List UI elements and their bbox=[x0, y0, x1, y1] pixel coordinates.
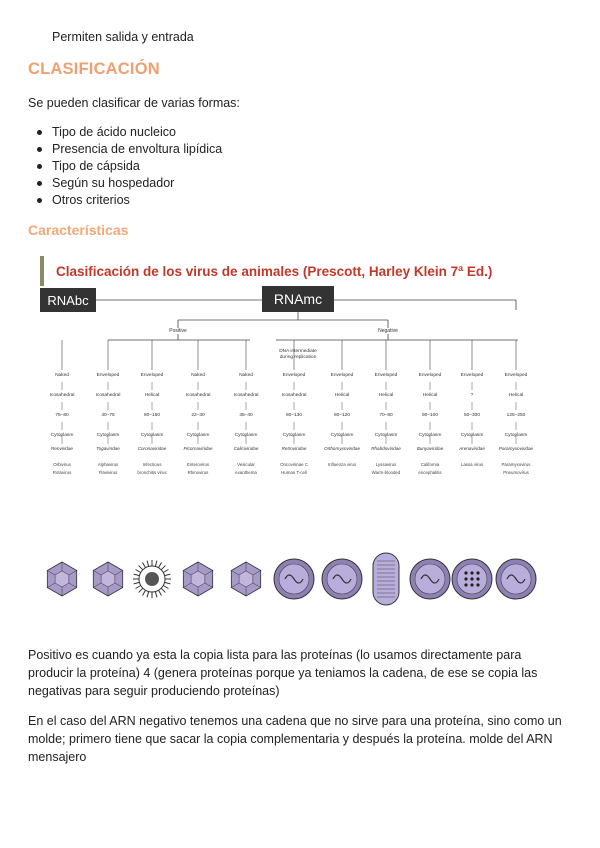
criteria-list bbox=[28, 124, 222, 209]
column-example: Rotavirus bbox=[52, 470, 72, 475]
column-envelope: Enveloped bbox=[282, 373, 306, 378]
list-item: Tipo de cápsida bbox=[28, 158, 222, 175]
column-example: Infectious bbox=[142, 462, 162, 467]
column-example: California bbox=[420, 462, 440, 467]
column-capsid: Icosahedral bbox=[95, 393, 121, 398]
column-site: Cytoplasm bbox=[330, 433, 354, 438]
column-envelope: Enveloped bbox=[504, 373, 528, 378]
list-item: Presencia de envoltura lipídica bbox=[28, 141, 222, 158]
enveloped-virion bbox=[274, 559, 314, 599]
column-example: Warm-blooded bbox=[371, 470, 401, 475]
column-example: Oncovirinae C bbox=[280, 462, 308, 467]
column-size: 70–80 bbox=[379, 413, 393, 418]
column-site: Cytoplasm bbox=[186, 433, 210, 438]
paragraph-positive: Positivo es cuando ya esta la copia lista para las proteínas (lo usamos directamente para producir la proteína) 4 (genera proteínas porque ya teniamos la cadena, de ese se copia las negativas para seguir produciendo proteínas) bbox=[28, 648, 538, 698]
column-capsid: Icosahedral bbox=[49, 393, 75, 398]
column-capsid: Helical bbox=[422, 393, 438, 398]
column-example: Orbivirus bbox=[53, 462, 71, 467]
icosahedral-virion bbox=[47, 562, 76, 596]
enveloped-virion bbox=[410, 559, 450, 599]
column-example: Lyssavirus bbox=[375, 462, 397, 467]
column-family: Bunyaviridae bbox=[416, 446, 444, 451]
list-item: Según su hospedador bbox=[28, 175, 222, 192]
column-size: 22–30 bbox=[191, 413, 205, 418]
enveloped-virion bbox=[322, 559, 362, 599]
column-family: Retroviridae bbox=[281, 446, 307, 451]
column-capsid: Helical bbox=[378, 393, 394, 398]
column-family: Paramyxoviridae bbox=[498, 446, 534, 451]
column-example: Pneumovirus bbox=[503, 470, 529, 475]
intro-text: Se pueden clasificar de varias formas: bbox=[28, 96, 240, 110]
section-title: CLASIFICACIÓN bbox=[28, 60, 160, 78]
column-capsid: Icosahedral bbox=[281, 393, 307, 398]
column-capsid: Helical bbox=[334, 393, 350, 398]
dna-note: DNA intermediate bbox=[279, 349, 317, 354]
column-family: Togaviridae bbox=[96, 446, 120, 451]
column-family: Caliciviridae bbox=[233, 446, 259, 451]
column-site: Cytoplasm bbox=[418, 433, 442, 438]
column-example: Alphavirus bbox=[97, 462, 119, 467]
enveloped-virion bbox=[452, 559, 492, 599]
column-site: Cytoplasm bbox=[50, 433, 74, 438]
column-example: Enterovirus bbox=[186, 462, 210, 467]
column-size: 125–250 bbox=[506, 413, 526, 418]
virus-columns bbox=[50, 340, 534, 475]
column-capsid: Icosahedral bbox=[233, 393, 259, 398]
subtitle: Características bbox=[28, 222, 129, 238]
column-site: Cytoplasm bbox=[460, 433, 484, 438]
column-envelope: Enveloped bbox=[140, 373, 164, 378]
column-example: Human T-cell bbox=[281, 470, 307, 475]
paragraph-negative: En el caso del ARN negativo tenemos una cadena que no sirve para una proteína, sino como un molde; primero tiene que sacar la copia complementaria y después la proteína. molde del ARN mensajero bbox=[28, 714, 562, 764]
title-bar-accent bbox=[40, 256, 44, 286]
column-site: Cytoplasm bbox=[140, 433, 164, 438]
column-size: 80–130 bbox=[285, 413, 303, 418]
column-capsid: Helical bbox=[508, 393, 524, 398]
column-family: Arenaviridae bbox=[459, 446, 485, 451]
column-example: Lassa virus bbox=[460, 462, 484, 467]
column-capsid: Helical bbox=[144, 393, 160, 398]
enveloped-virion bbox=[496, 559, 536, 599]
negative-branch-label: Negative bbox=[378, 328, 398, 334]
column-example: Vesicular bbox=[237, 462, 255, 467]
rnamc-label: RNAmc bbox=[273, 291, 323, 307]
column-size: 80–160 bbox=[143, 413, 161, 418]
column-example: Flavivirus bbox=[98, 470, 118, 475]
column-family: Reoviridae bbox=[51, 446, 73, 451]
column-example: Rhinovirus bbox=[187, 470, 209, 475]
column-size: 35–40 bbox=[239, 413, 253, 418]
column-example: Paramyxovirus bbox=[501, 462, 531, 467]
column-envelope: Naked bbox=[239, 373, 253, 378]
column-family: Rhabdoviridae bbox=[371, 446, 401, 451]
figure-title: Clasificación de los virus de animales (Prescott, Harley Klein 7ª Ed.) bbox=[56, 264, 493, 279]
rnabc-label: RNAbc bbox=[47, 293, 89, 308]
column-envelope: Enveloped bbox=[330, 373, 354, 378]
column-example: exanthema bbox=[235, 470, 257, 475]
column-envelope: Naked bbox=[55, 373, 69, 378]
top-line: Permiten salida y entrada bbox=[52, 30, 194, 44]
column-example: bronchitis virus bbox=[137, 470, 167, 475]
column-example: Influenza virus bbox=[327, 462, 357, 467]
icosahedral-virion bbox=[231, 562, 260, 596]
column-site: Cytoplasm bbox=[282, 433, 306, 438]
list-item: Tipo de ácido nucleico bbox=[28, 124, 222, 141]
column-site: Cytoplasm bbox=[96, 433, 120, 438]
column-size: 80–120 bbox=[333, 413, 351, 418]
column-envelope: Enveloped bbox=[374, 373, 398, 378]
column-size: 40–75 bbox=[101, 413, 115, 418]
list-item: Otros criterios bbox=[28, 192, 222, 209]
dna-note-2: during replication bbox=[279, 355, 317, 360]
bullet-virion bbox=[373, 553, 399, 605]
icosahedral-virion bbox=[183, 562, 212, 596]
column-envelope: Naked bbox=[191, 373, 205, 378]
virion-drawings bbox=[47, 553, 536, 605]
column-envelope: Enveloped bbox=[96, 373, 120, 378]
column-site: Cytoplasm bbox=[504, 433, 528, 438]
column-envelope: Enveloped bbox=[418, 373, 442, 378]
column-size: 50–300 bbox=[463, 413, 481, 418]
column-site: Cytoplasm bbox=[374, 433, 398, 438]
column-envelope: Enveloped bbox=[460, 373, 484, 378]
column-site: Cytoplasm bbox=[234, 433, 258, 438]
column-family: Coronaviridae bbox=[137, 446, 167, 451]
icosahedral-virion bbox=[93, 562, 122, 596]
column-family: Picornaviridae bbox=[183, 446, 213, 451]
column-size: 90–100 bbox=[421, 413, 439, 418]
column-capsid: ? bbox=[470, 393, 474, 398]
virus-classification-figure bbox=[40, 254, 560, 630]
column-family: Orthomyxoviridae bbox=[324, 446, 360, 451]
positive-branch-label: Positive bbox=[169, 328, 187, 334]
column-example: encephalitis bbox=[418, 470, 442, 475]
spiked-virion bbox=[133, 560, 171, 598]
column-capsid: Icosahedral bbox=[185, 393, 211, 398]
column-size: 75–80 bbox=[55, 413, 69, 418]
